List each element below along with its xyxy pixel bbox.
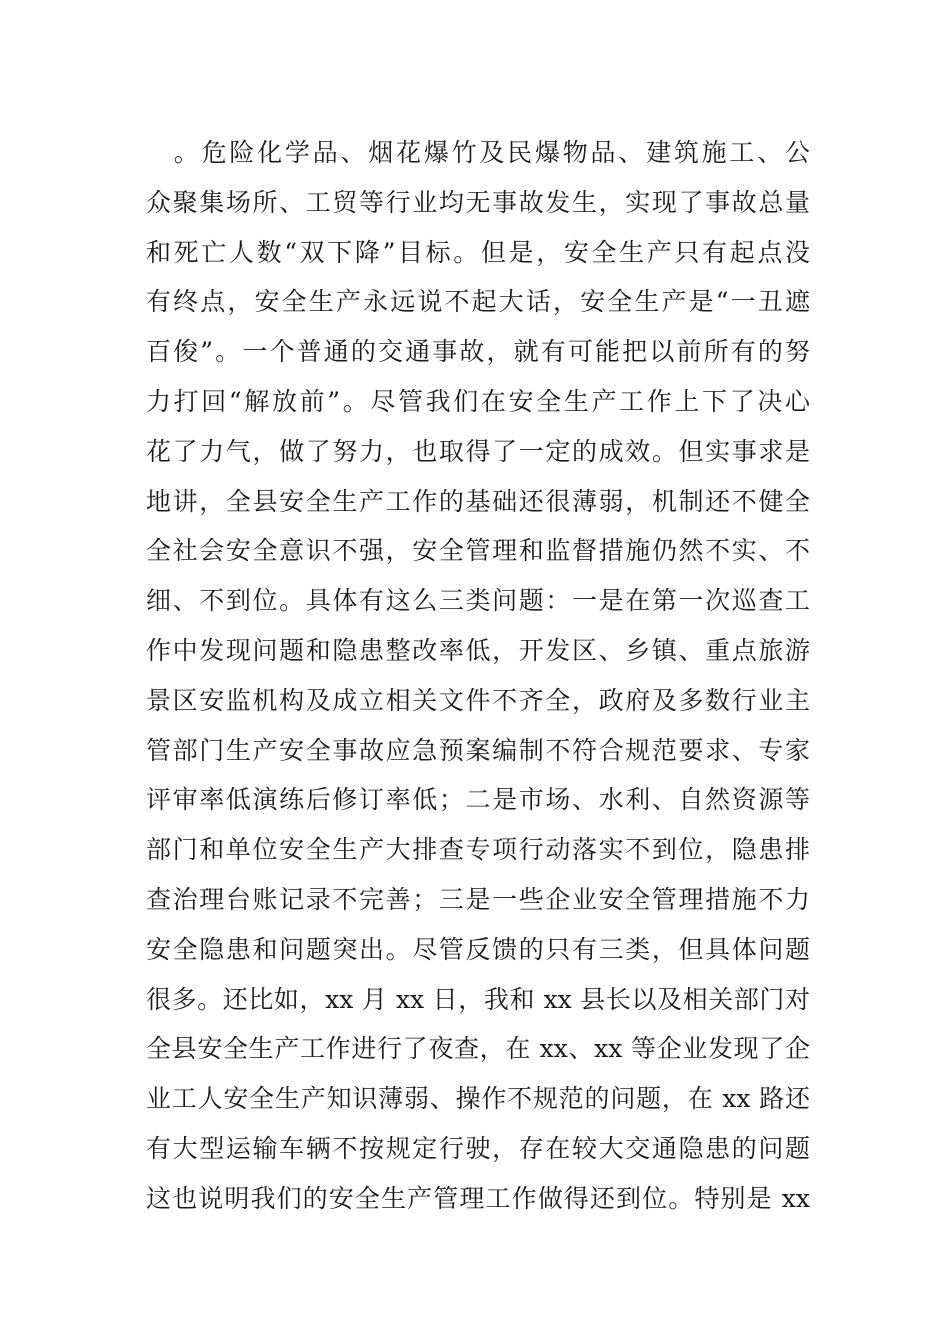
text-line-20: 业工人安全生产知识薄弱、操作不规范的问题，在 xx 路还 bbox=[146, 1084, 810, 1114]
text-line-16: 查治理台账记录不完善；三是一些企业安全管理措施不力 bbox=[146, 884, 810, 914]
body-text bbox=[146, 128, 810, 1224]
text-line-13: 管部门生产安全事故应急预案编制不符合规范要求、专家 bbox=[146, 735, 810, 765]
text-line-3: 和死亡人数“双下降”目标。但是，安全生产只有起点没 bbox=[146, 237, 810, 267]
text-line-12: 景区安监机构及成立相关文件不齐全，政府及多数行业主 bbox=[146, 685, 810, 715]
text-line-6: 力打回“解放前”。尽管我们在安全生产工作上下了决心 bbox=[146, 386, 810, 416]
text-line-4: 有终点，安全生产永远说不起大话，安全生产是“一丑遮 bbox=[146, 287, 810, 317]
text-line-2: 众聚集场所、工贸等行业均无事故发生，实现了事故总量 bbox=[146, 187, 810, 217]
text-line-22: 这也说明我们的安全生产管理工作做得还到位。特别是 xx bbox=[146, 1183, 810, 1213]
text-line-5: 百俊”。一个普通的交通事故，就有可能把以前所有的努 bbox=[146, 337, 810, 367]
text-line-18: 很多。还比如，xx 月 xx 日，我和 xx 县长以及相关部门对 bbox=[146, 984, 810, 1014]
text-line-11: 作中发现问题和隐患整改率低，开发区、乡镇、重点旅游 bbox=[146, 635, 810, 665]
text-line-7: 花了力气，做了努力，也取得了一定的成效。但实事求是 bbox=[146, 436, 810, 466]
text-line-1: 。危险化学品、烟花爆竹及民爆物品、建筑施工、公 bbox=[146, 138, 810, 167]
text-line-21: 有大型运输车辆不按规定行驶，存在较大交通隐患的问题 bbox=[146, 1133, 810, 1163]
text-line-17: 安全隐患和问题突出。尽管反馈的只有三类，但具体问题 bbox=[146, 934, 810, 964]
text-line-10: 细、不到位。具体有这么三类问题：一是在第一次巡查工 bbox=[146, 586, 810, 616]
text-line-15: 部门和单位安全生产大排查专项行动落实不到位，隐患排 bbox=[146, 835, 810, 865]
text-line-14: 评审率低演练后修订率低；二是市场、水利、自然资源等 bbox=[146, 785, 810, 815]
text-line-9: 全社会安全意识不强，安全管理和监督措施仍然不实、不 bbox=[146, 536, 810, 566]
text-line-8: 地讲，全县安全生产工作的基础还很薄弱，机制还不健全 bbox=[146, 486, 810, 516]
text-line-19: 全县安全生产工作进行了夜查，在 xx、xx 等企业发现了企 bbox=[146, 1034, 810, 1064]
